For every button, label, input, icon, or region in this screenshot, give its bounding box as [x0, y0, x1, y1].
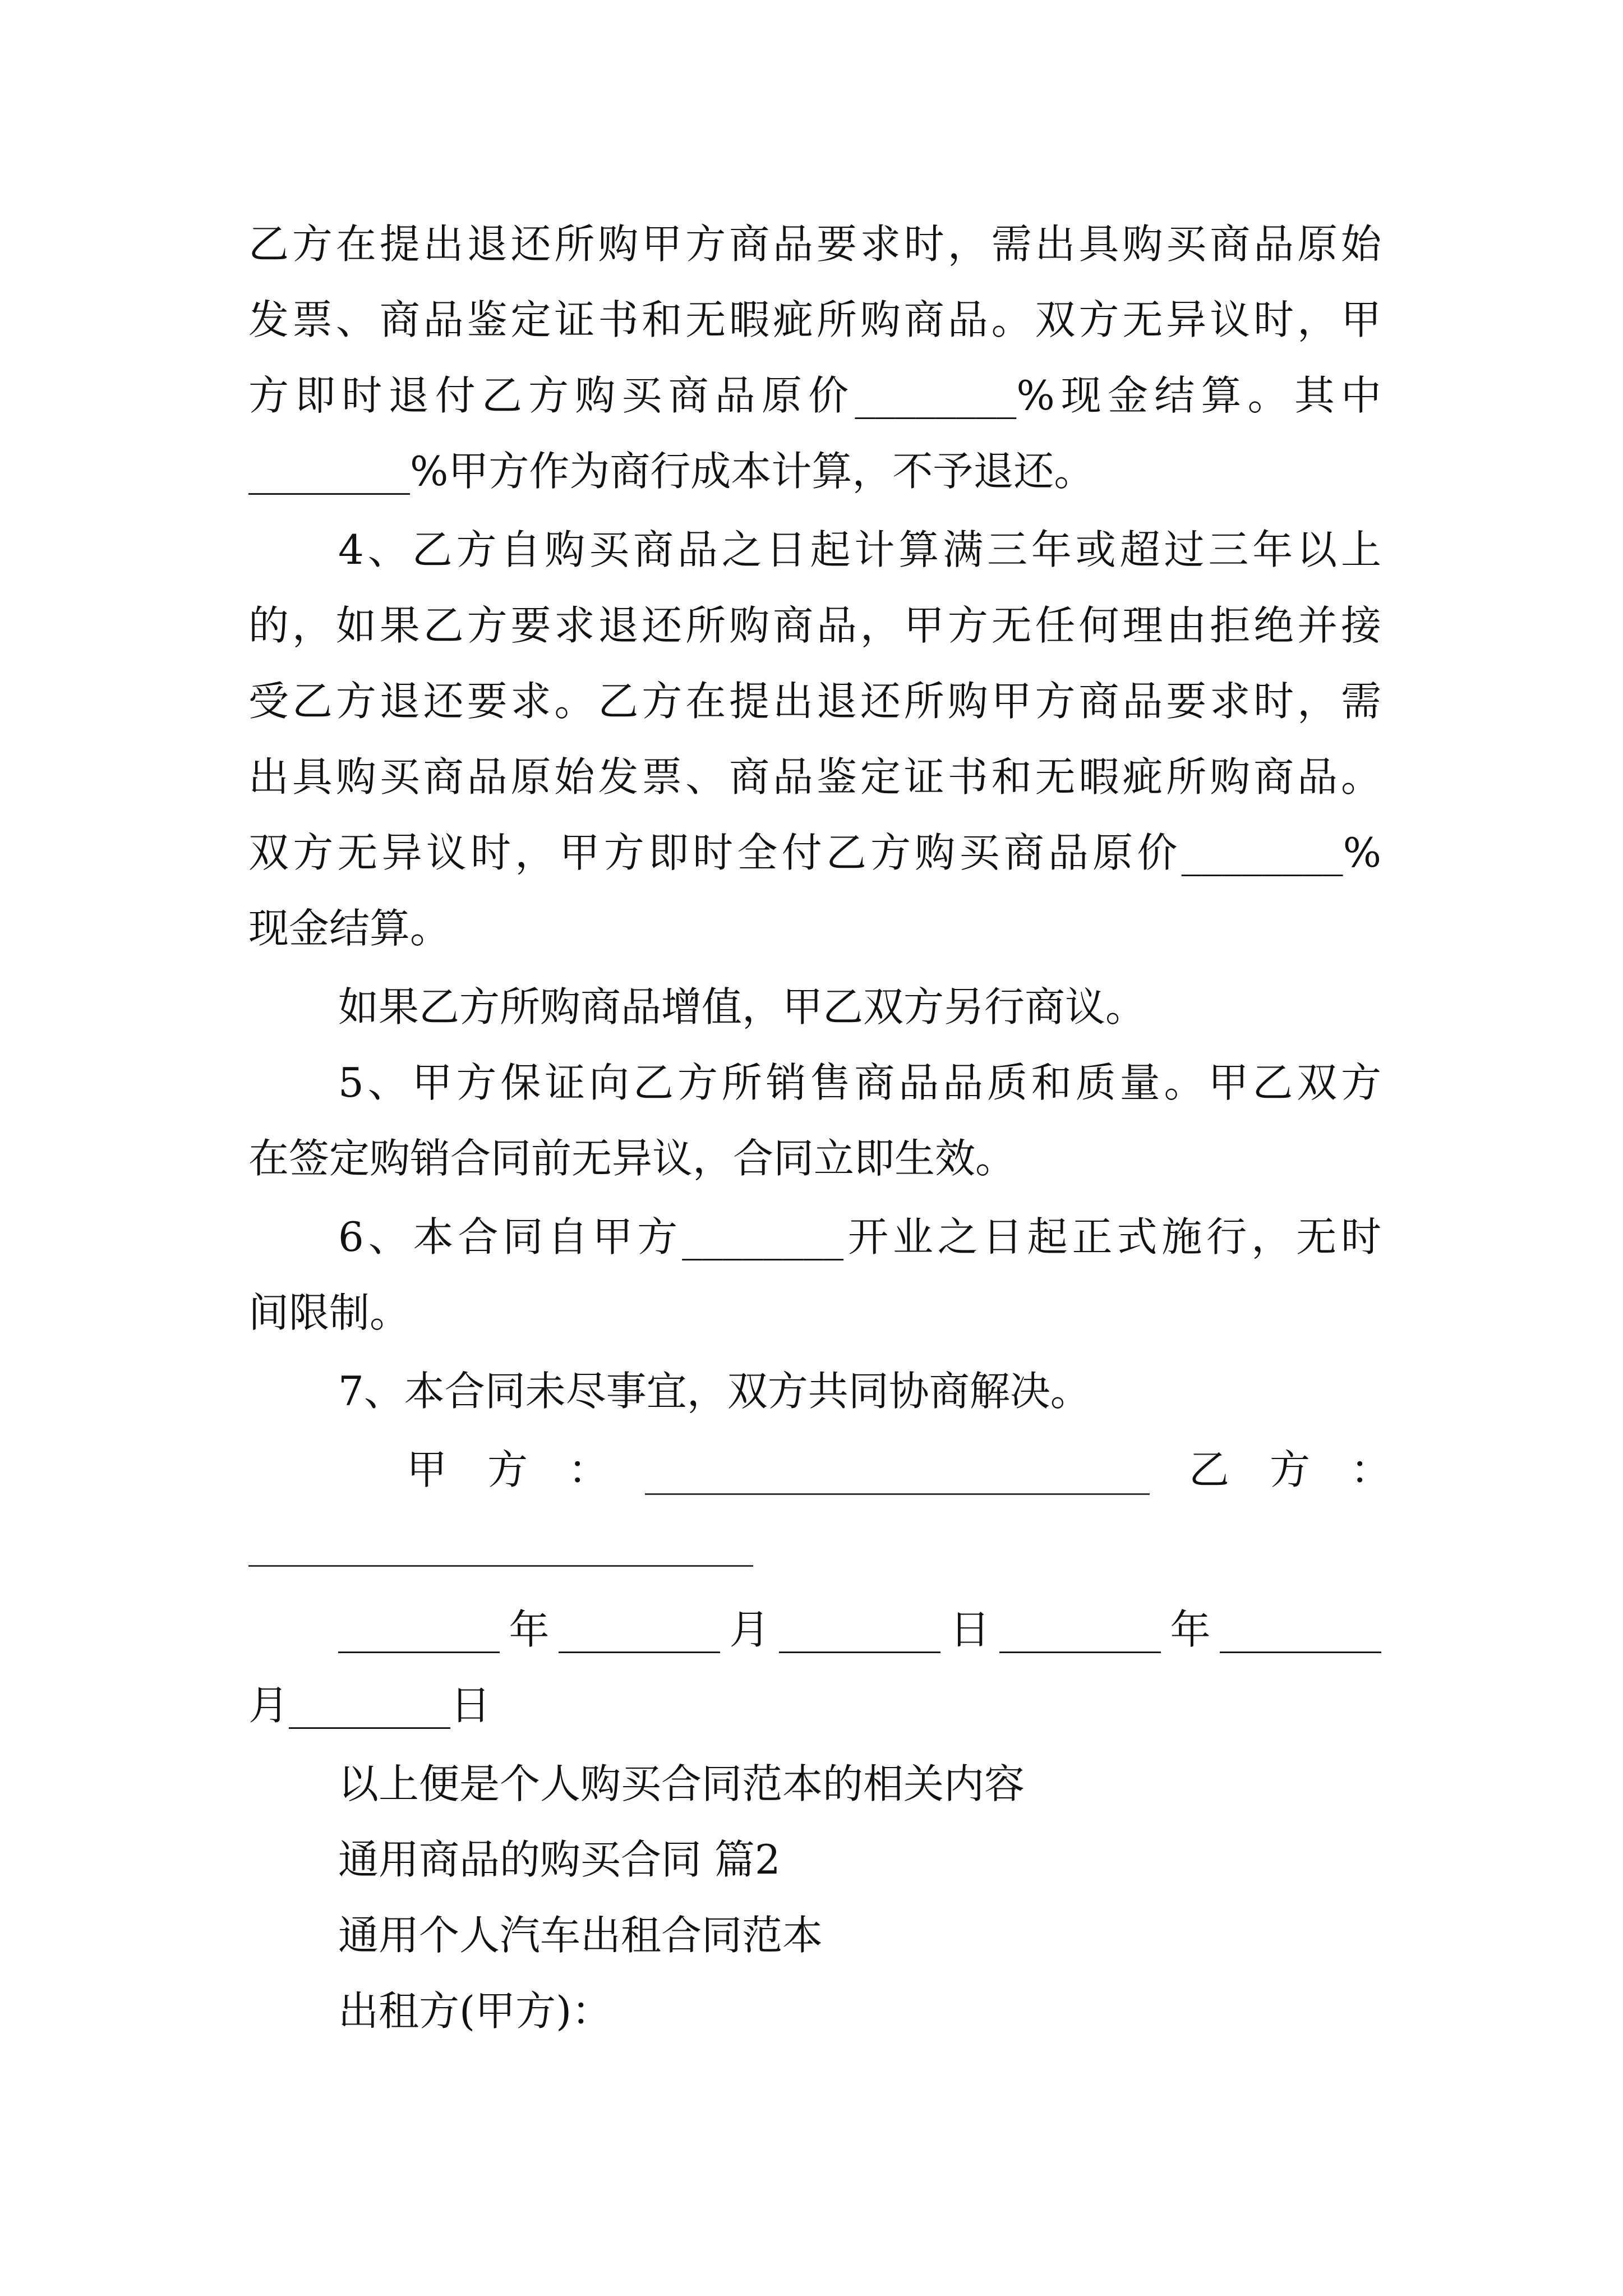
body-line: 乙方在提出退还所购甲方商品要求时，需出具购买商品原始 [248, 220, 1381, 268]
body-line: 发票、商品鉴定证书和无暇疵所购商品。双方无异议时，甲 [248, 296, 1381, 343]
body-line: 的，如果乙方要求退还所购商品，甲方无任何理由拒绝并接 [248, 602, 1381, 649]
appreciation-note: 如果乙方所购商品增值，甲乙双方另行商议。 [338, 983, 1146, 1030]
date-line: 月________日 [248, 1682, 491, 1729]
body-line: 方即时退付乙方购买商品原价________%现金结算。其中 [248, 372, 1381, 419]
party-a-signature-line [645, 1493, 1150, 1495]
lessor-label: 出租方(甲方)： [338, 1987, 612, 2035]
clause-5-line: 5、甲方保证向乙方所销售商品品质和质量。甲乙双方 [338, 1059, 1381, 1106]
party-b-label: 乙 方 ： [1189, 1446, 1391, 1493]
party-a-label: 甲 方 ： [407, 1446, 609, 1493]
body-line: 出具购买商品原始发票、商品鉴定证书和无暇疵所购商品。 [248, 753, 1381, 800]
closing-note: 以上便是个人购买合同范本的相关内容 [338, 1760, 1025, 1807]
body-line: 现金结算。 [248, 905, 451, 952]
date-line: ________年________月________日________年________ [338, 1606, 1381, 1653]
section-heading: 通用商品的购买合同 篇2 [338, 1836, 781, 1883]
body-line: ________%甲方作为商行成本计算，不予退还。 [248, 448, 1095, 495]
body-line: 受乙方退还要求。乙方在提出退还所购甲方商品要求时，需 [248, 678, 1381, 725]
clause-4-line: 4、乙方自购买商品之日起计算满三年或超过三年以上 [338, 526, 1381, 573]
body-line: 双方无异议时，甲方即时全付乙方购买商品原价________% [248, 829, 1381, 876]
body-line: 在签定购销合同前无异议，合同立即生效。 [248, 1135, 1016, 1182]
body-line: 间限制。 [248, 1289, 411, 1336]
party-b-signature-line [248, 1565, 753, 1567]
clause-6-line: 6、本合同自甲方________开业之日起正式施行，无时 [338, 1213, 1381, 1260]
clause-7-line: 7、本合同未尽事宜，双方共同协商解决。 [338, 1368, 1091, 1415]
contract-title: 通用个人汽车出租合同范本 [338, 1912, 823, 1959]
